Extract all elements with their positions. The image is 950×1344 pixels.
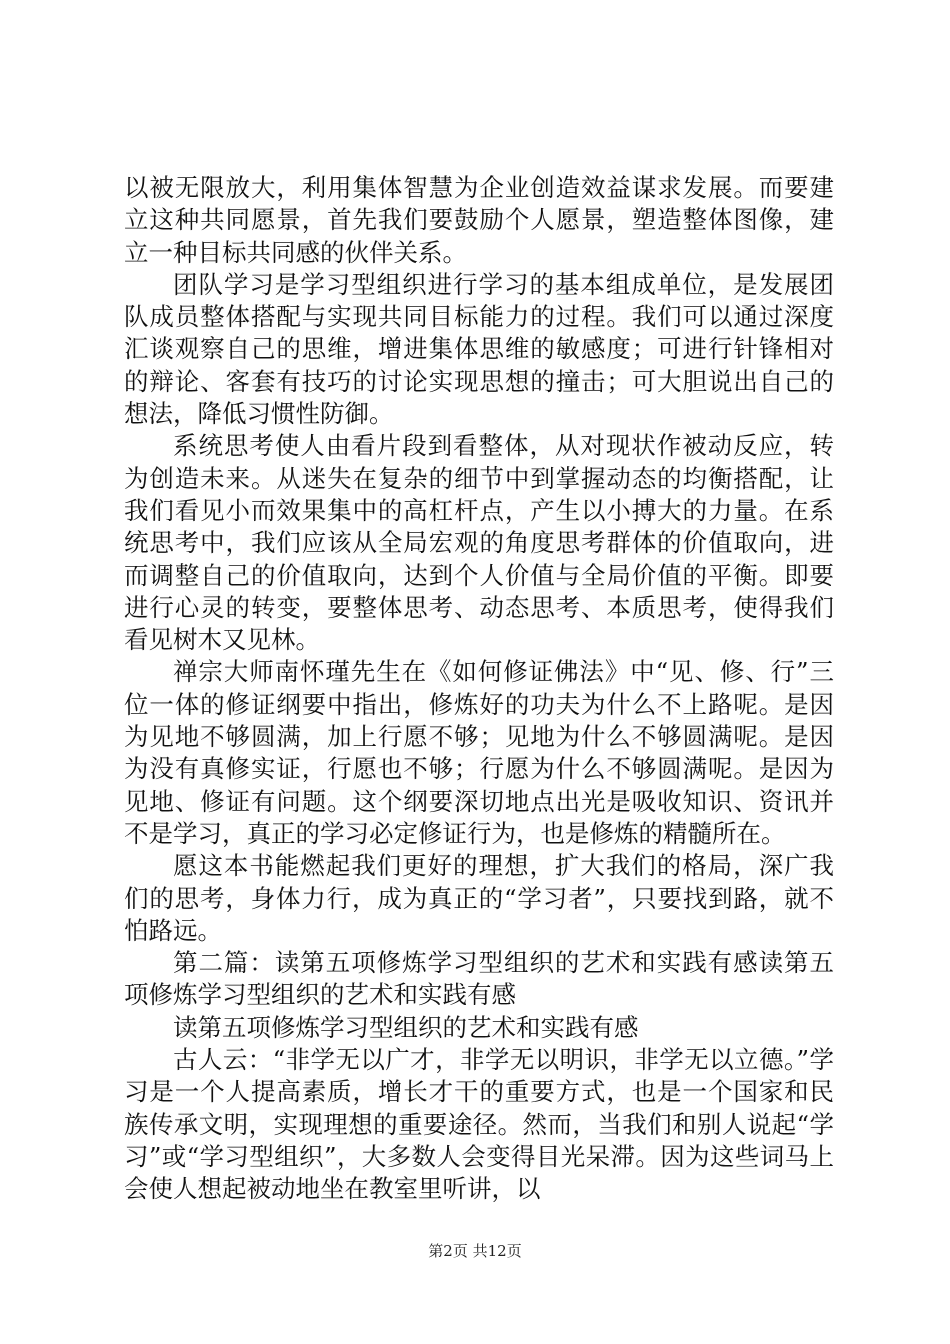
- paragraph-3: 系统思考使人由看片段到看整体，从对现状作被动反应，转为创造未来。从迷失在复杂的细节中到掌握动态的均衡搭配，让我们看见小而效果集中的高杠杆点，产生以小搏大的力量。在系统思考中，我们应该从全局宏观的角度思考群体的价值取向，进而调整自己的价值取向，达到个人价值与全局价值的平衡。即要进行心灵的转变，要整体思考、动态思考、本质思考，使得我们看见树木又见林。: [124, 431, 834, 655]
- paragraph-1: 以被无限放大，利用集体智慧为企业创造效益谋求发展。而要建立这种共同愿景，首先我们要鼓励个人愿景，塑造整体图像，建立一种目标共同感的伙伴关系。: [124, 173, 834, 267]
- document-body: [124, 172, 834, 1206]
- section-heading: 第二篇：读第五项修炼学习型组织的艺术和实践有感读第五项修炼学习型组织的艺术和实践有感: [124, 948, 834, 1010]
- page-number-footer: 第2页 共12页: [428, 1242, 522, 1260]
- paragraph-4: 禅宗大师南怀瑾先生在《如何修证佛法》中“见、修、行”三位一体的修证纲要中指出，修炼好的功夫为什么不上路呢。是因为见地不够圆满，加上行愿不够；见地为什么不够圆满呢。是因为没有真修实证，行愿也不够；行愿为什么不够圆满呢。是因为见地、修证有问题。这个纲要深切地点出光是吸收知识、资讯并不是学习，真正的学习必定修证行为，也是修炼的精髓所在。: [124, 657, 834, 848]
- paragraph-6: 古人云：“非学无以广才，非学无以明识，非学无以立德。”学习是一个人提高素质，增长才干的重要方式，也是一个国家和民族传承文明，实现理想的重要途径。然而，当我们和别人说起“学习”或“学习型组织”，大多数人会变得目光呆滞。因为这些词马上会使人想起被动地坐在教室里听讲，以: [124, 1045, 834, 1204]
- paragraph-5: 愿这本书能燃起我们更好的理想，扩大我们的格局，深广我们的思考，身体力行，成为真正的“学习者”，只要找到路，就不怕路远。: [124, 851, 834, 945]
- paragraph-2: 团队学习是学习型组织进行学习的基本组成单位，是发展团队成员整体搭配与实现共同目标能力的过程。我们可以通过深度汇谈观察自己的思维，增进集体思维的敏感度；可进行针锋相对的辩论、客套有技巧的讨论实现思想的撞击；可大胆说出自己的想法，降低习惯性防御。: [124, 269, 834, 429]
- article-title: 读第五项修炼学习型组织的艺术和实践有感: [173, 1012, 639, 1042]
